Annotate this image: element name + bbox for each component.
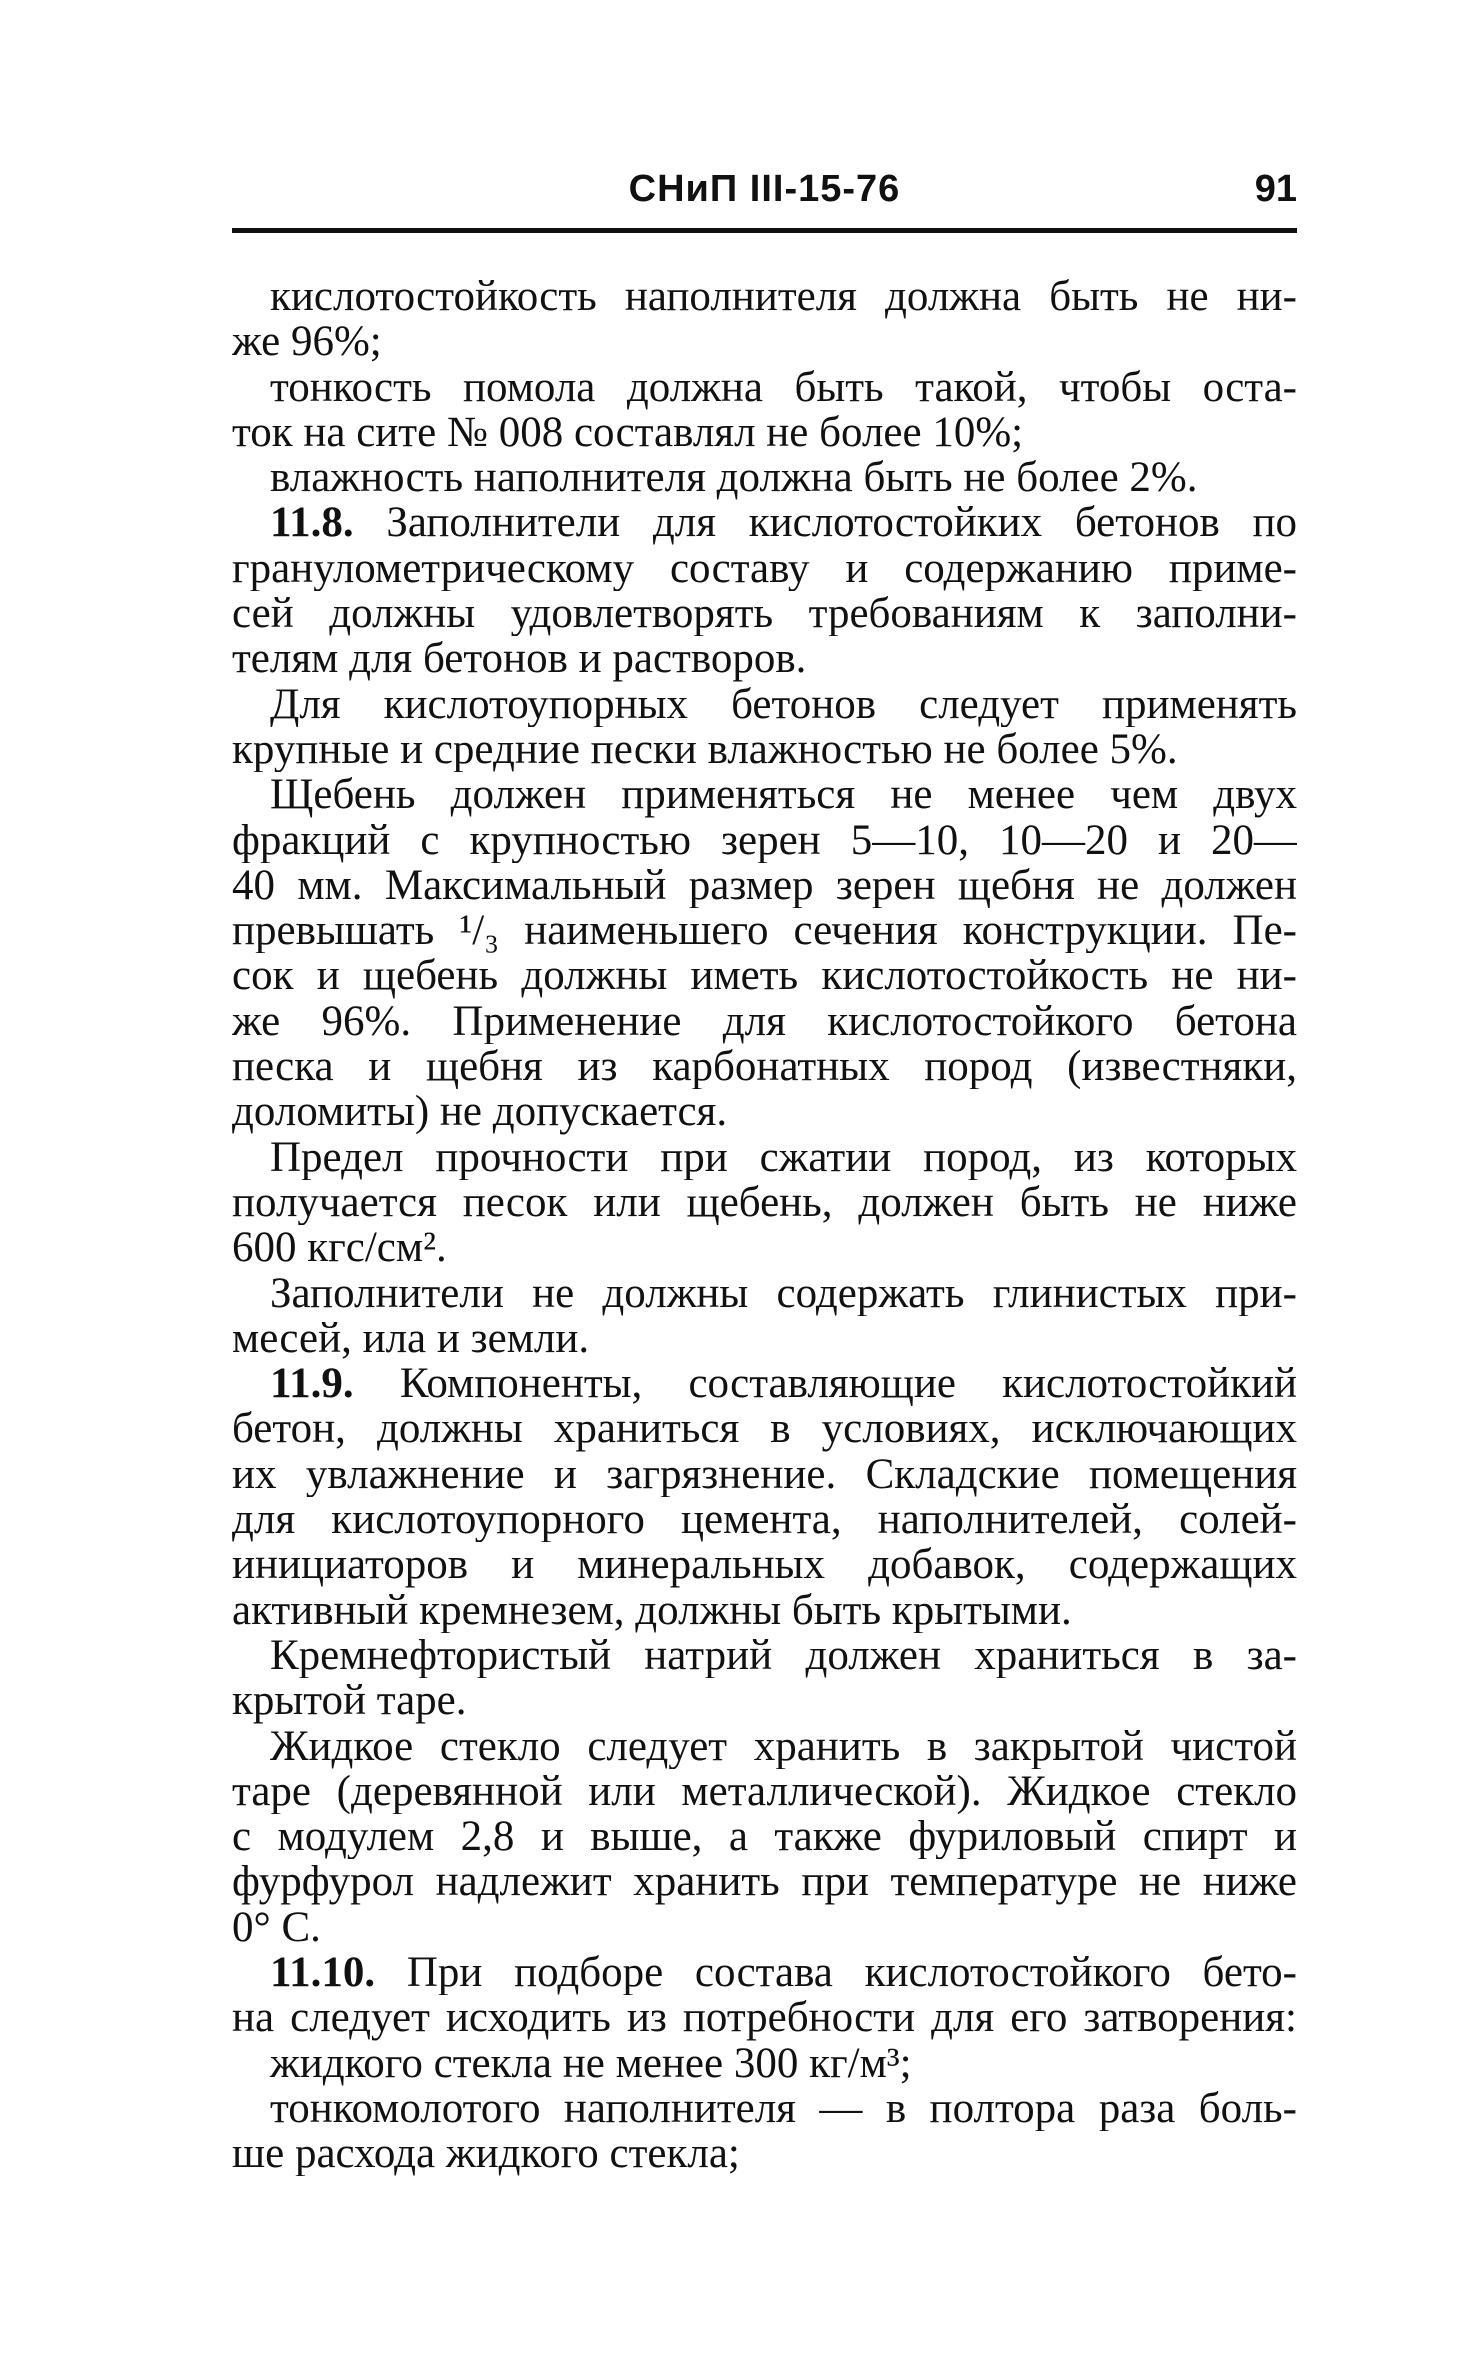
- line-text: Заполнители для кислотостойких бетонов по: [353, 500, 1297, 546]
- line-text: Щебень должен применяться не менее чем двух: [270, 772, 1297, 818]
- text-line: [232, 1633, 1297, 1678]
- text-line: [232, 1814, 1297, 1859]
- line-text: Компоненты, составляющие кислотостойкий: [353, 1361, 1297, 1407]
- line-text: Жидкое стекло следует хранить в закрытой чистой: [270, 1723, 1297, 1769]
- text-line: [232, 1180, 1297, 1225]
- line-text: бетон, должны храниться в условиях, исключающих: [232, 1406, 1297, 1452]
- text-line: [232, 365, 1297, 410]
- text-line: [232, 1316, 1297, 1361]
- document-code: СНиП III-15-76: [628, 168, 901, 210]
- text-line: [232, 1542, 1297, 1587]
- text-line: [232, 1497, 1297, 1542]
- text-line: [232, 1950, 1297, 1995]
- line-text: получается песок или щебень, должен быть не ниже: [232, 1179, 1297, 1226]
- text-line: [232, 772, 1297, 817]
- line-text: При подборе состава кислотостойкого бето-: [375, 1949, 1297, 1996]
- text-line: [232, 1406, 1297, 1451]
- text-line: [232, 546, 1297, 591]
- text-line: [232, 410, 1297, 455]
- text-line: [232, 455, 1297, 500]
- line-text: же 96%;: [232, 319, 382, 365]
- text-line: [232, 1905, 1297, 1950]
- line-text: гранулометрическому составу и содержанию приме-: [232, 545, 1297, 592]
- text-line: [232, 591, 1297, 636]
- text-line: [232, 500, 1297, 545]
- clause-number: 11.10.: [270, 1949, 376, 1996]
- line-text: 600 кгс/см².: [232, 1225, 447, 1271]
- text-line: [232, 319, 1297, 364]
- text-line: [232, 863, 1297, 908]
- text-line: [232, 1044, 1297, 1089]
- line-text: Для кислотоупорных бетонов следует применять: [270, 681, 1297, 727]
- text-line: [232, 1588, 1297, 1633]
- text-line: [232, 1452, 1297, 1497]
- text-line: [232, 636, 1297, 681]
- line-text: Кремнефтористый натрий должен храниться в за-: [270, 1632, 1297, 1679]
- line-text: сей должны удовлетворять требованиям к заполни-: [232, 591, 1297, 637]
- text-line: [232, 1859, 1297, 1904]
- text-line: [232, 953, 1297, 998]
- line-text: инициаторов и минеральных добавок, содержащих: [232, 1542, 1297, 1588]
- clause-number: 11.9.: [270, 1361, 354, 1407]
- text-line: [232, 1361, 1297, 1406]
- line-text: фурфурол надлежит хранить при температуре не ниже: [232, 1859, 1297, 1905]
- line-text: на следует исходить из потребности для его затворения:: [232, 1995, 1297, 2041]
- text-line: [232, 1724, 1297, 1769]
- text-line: [232, 908, 1297, 953]
- text-line: [232, 2041, 1297, 2086]
- page-number: 91: [1254, 168, 1297, 210]
- line-text: активный кремнезем, должны быть крытыми.: [232, 1587, 1072, 1633]
- line-text: же 96%. Применение для кислотостойкого бетона: [232, 998, 1297, 1045]
- line-text: превышать ¹/₃ наименьшего сечения конструкции. Пе-: [232, 908, 1297, 954]
- line-text: 0° С.: [232, 1904, 321, 1950]
- line-text: доломиты) не допускается.: [232, 1089, 728, 1135]
- text-line: [232, 1271, 1297, 1316]
- line-text: ток на сите № 008 составлял не более 10%;: [232, 409, 1024, 456]
- line-text: тонкомолотого наполнителя — в полтора раза боль-: [270, 2085, 1297, 2132]
- line-text: с модулем 2,8 и выше, а также фуриловый спирт и: [232, 1814, 1297, 1860]
- line-text: тонкость помола должна быть такой, чтобы оста-: [270, 364, 1297, 410]
- line-text: таре (деревянной или металлической). Жидкое стекло: [232, 1768, 1297, 1815]
- line-text: песка и щебня из карбонатных пород (известняки,: [232, 1044, 1297, 1090]
- text-line: [232, 1089, 1297, 1134]
- clause-number: 11.8.: [270, 500, 354, 546]
- text-line: [232, 2131, 1297, 2176]
- text-line: [232, 1678, 1297, 1723]
- body-text: [232, 274, 1297, 2176]
- line-text: Заполнители не должны содержать глинистых при-: [270, 1270, 1297, 1316]
- line-text: месей, ила и земли.: [232, 1315, 590, 1362]
- line-text: их увлажнение и загрязнение. Складские помещения: [232, 1451, 1297, 1498]
- line-text: для кислотоупорного цемента, наполнителей, солей-: [232, 1497, 1297, 1543]
- text-line: [232, 999, 1297, 1044]
- line-text: влажность наполнителя должна быть не более 2%.: [270, 455, 1198, 501]
- line-text: Предел прочности при сжатии пород, из которых: [270, 1134, 1297, 1180]
- text-line: [232, 727, 1297, 772]
- line-text: телям для бетонов и растворов.: [232, 636, 807, 682]
- line-text: крытой таре.: [232, 1678, 467, 1724]
- text-line: [232, 1769, 1297, 1814]
- line-text: ше расхода жидкого стекла;: [232, 2131, 740, 2177]
- header-rule: [232, 228, 1297, 233]
- line-text: 40 мм. Максимальный размер зерен щебня не должен: [232, 862, 1297, 909]
- text-line: [232, 1135, 1297, 1180]
- text-line: [232, 682, 1297, 727]
- text-line: [232, 818, 1297, 863]
- text-line: [232, 274, 1297, 319]
- page-header: [232, 168, 1297, 218]
- line-text: сок и щебень должны иметь кислотостойкость не ни-: [232, 953, 1297, 999]
- text-line: [232, 2086, 1297, 2131]
- text-line: [232, 1225, 1297, 1270]
- line-text: жидкого стекла не менее 300 кг/м³;: [270, 2040, 912, 2086]
- line-text: фракций с крупностью зерен 5—10, 10—20 и 20—: [232, 817, 1297, 863]
- line-text: кислотостойкость наполнителя должна быть не ни-: [270, 274, 1297, 320]
- line-text: крупные и средние пески влажностью не более 5%.: [232, 726, 1178, 773]
- text-line: [232, 1995, 1297, 2040]
